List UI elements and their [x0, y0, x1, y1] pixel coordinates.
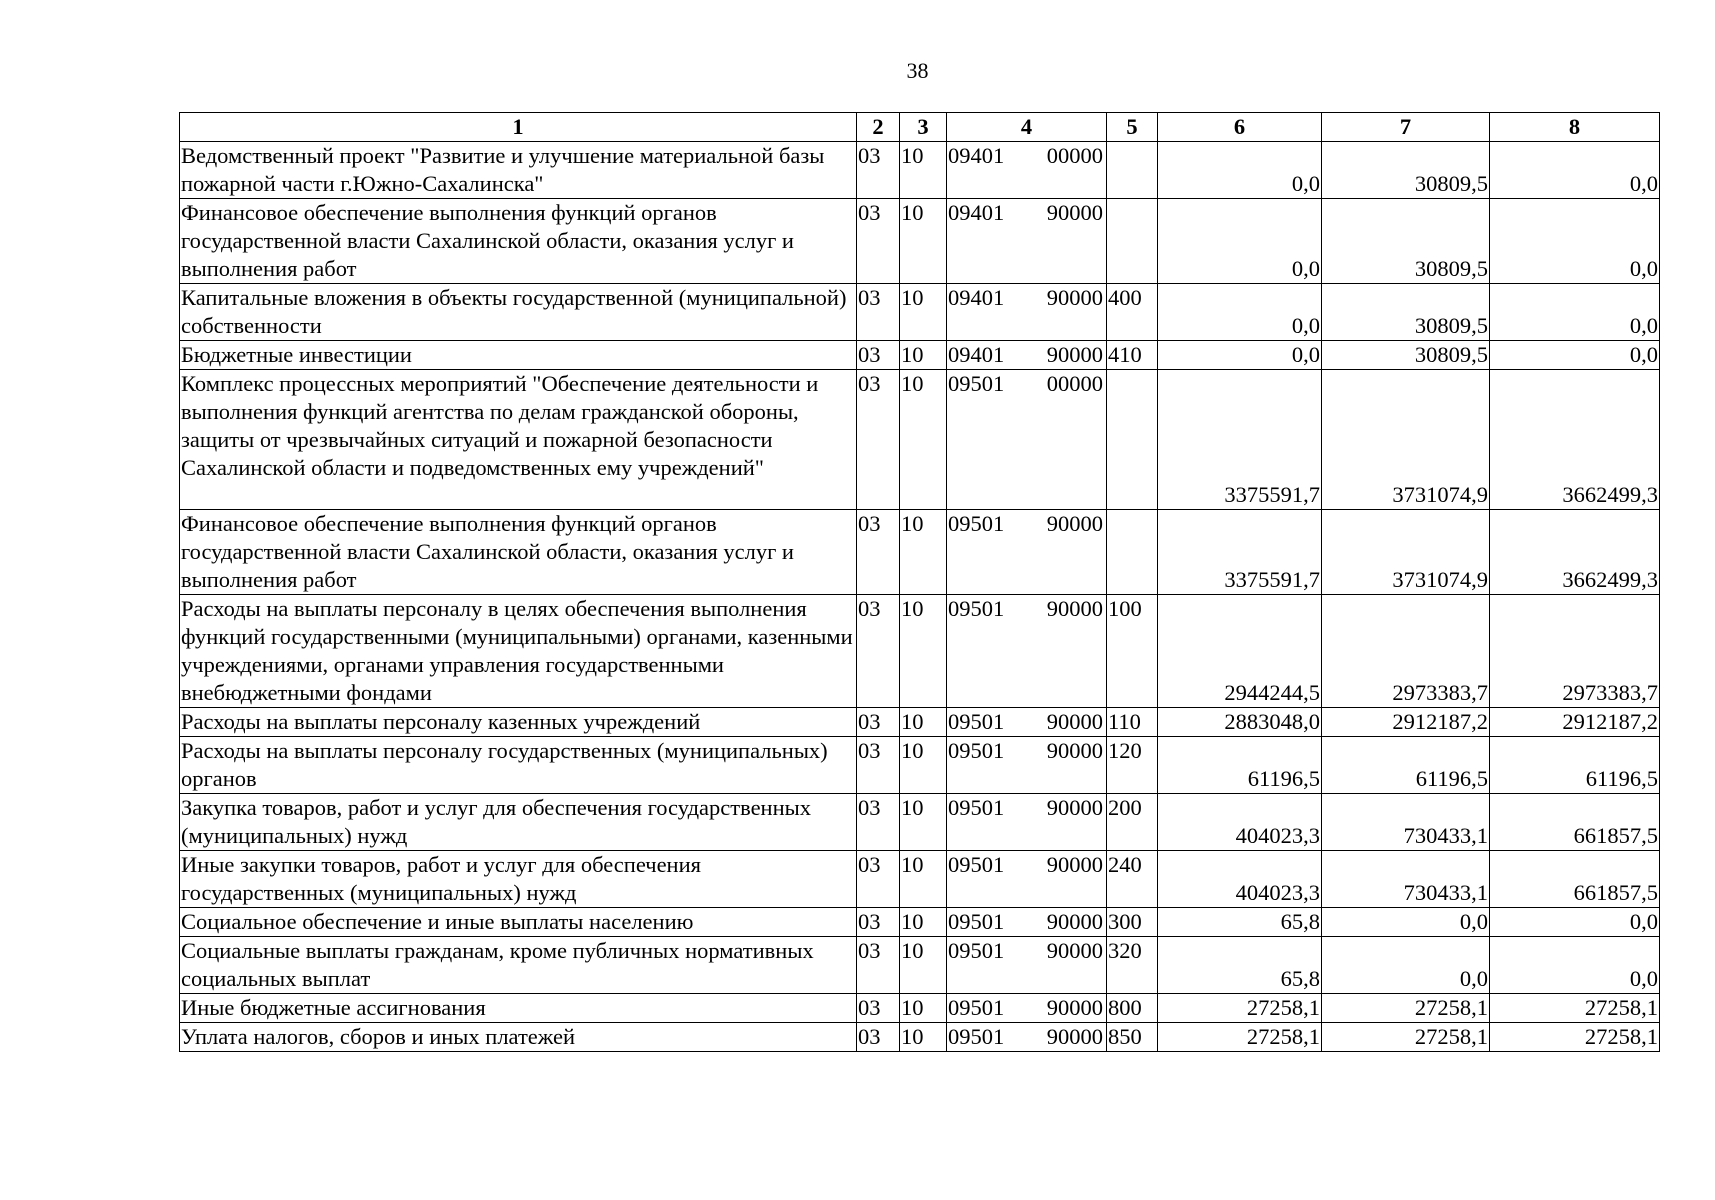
pr-cell: 10: [900, 708, 947, 737]
table-row: [180, 284, 1660, 341]
rz-cell: 03: [857, 851, 900, 908]
table-row: [180, 1023, 1660, 1052]
pr-cell: 10: [900, 142, 947, 199]
amount-col-8: 3662499,3: [1490, 510, 1660, 595]
csr-cell: [947, 341, 1107, 370]
csr-program-code: 09501: [948, 1024, 1005, 1049]
row-name-cell: Капитальные вложения в объекты государственной (муниципальной) собственности: [180, 284, 857, 341]
pr-cell: 10: [900, 595, 947, 708]
csr-cell: [947, 595, 1107, 708]
amount-col-8: 0,0: [1490, 341, 1660, 370]
vr-cell: 120: [1107, 737, 1158, 794]
pr-cell: 10: [900, 937, 947, 994]
amount-col-8: 0,0: [1490, 142, 1660, 199]
amount-col-6: 3375591,7: [1158, 370, 1322, 510]
amount-col-6: 27258,1: [1158, 994, 1322, 1023]
vr-cell: 800: [1107, 994, 1158, 1023]
amount-col-6: 65,8: [1158, 937, 1322, 994]
amount-col-7: 3731074,9: [1322, 510, 1490, 595]
vr-cell: [1107, 370, 1158, 510]
csr-direction-code: 90000: [1046, 795, 1103, 820]
header-col-1: 1: [180, 113, 857, 142]
amount-col-6: 2944244,5: [1158, 595, 1322, 708]
amount-col-8: 661857,5: [1490, 851, 1660, 908]
csr-direction-code: 90000: [1046, 200, 1103, 225]
csr-program-code: 09501: [948, 371, 1005, 396]
rz-cell: 03: [857, 794, 900, 851]
amount-col-7: 27258,1: [1322, 994, 1490, 1023]
csr-cell: [947, 1023, 1107, 1052]
amount-col-8: 0,0: [1490, 908, 1660, 937]
rz-cell: 03: [857, 737, 900, 794]
table-row: [180, 794, 1660, 851]
csr-program-code: 09401: [948, 200, 1005, 225]
rz-cell: 03: [857, 284, 900, 341]
csr-direction-code: 90000: [1046, 709, 1103, 734]
amount-col-7: 0,0: [1322, 937, 1490, 994]
csr-program-code: 09501: [948, 995, 1005, 1020]
row-name-cell: Расходы на выплаты персоналу государственных (муниципальных) органов: [180, 737, 857, 794]
pr-cell: 10: [900, 284, 947, 341]
amount-col-7: 2912187,2: [1322, 708, 1490, 737]
table-row: [180, 341, 1660, 370]
row-name-cell: Расходы на выплаты персоналу в целях обеспечения выполнения функций государственными (муниципальными) органами, казенными учреждениями, органами управления государственными внебюджетными фондами: [180, 595, 857, 708]
row-name-cell: Иные бюджетные ассигнования: [180, 994, 857, 1023]
amount-col-6: 2883048,0: [1158, 708, 1322, 737]
amount-col-7: 30809,5: [1322, 199, 1490, 284]
amount-col-7: 30809,5: [1322, 142, 1490, 199]
header-col-2: 2: [857, 113, 900, 142]
csr-direction-code: 00000: [1046, 143, 1103, 168]
vr-cell: [1107, 142, 1158, 199]
amount-col-6: 0,0: [1158, 199, 1322, 284]
vr-cell: 300: [1107, 908, 1158, 937]
csr-cell: [947, 199, 1107, 284]
row-name-cell: Социальное обеспечение и иные выплаты населению: [180, 908, 857, 937]
amount-col-7: 0,0: [1322, 908, 1490, 937]
row-name-cell: Иные закупки товаров, работ и услуг для обеспечения государственных (муниципальных) нужд: [180, 851, 857, 908]
csr-direction-code: 90000: [1046, 738, 1103, 763]
amount-col-8: 0,0: [1490, 199, 1660, 284]
csr-cell: [947, 994, 1107, 1023]
amount-col-6: 0,0: [1158, 284, 1322, 341]
csr-cell: [947, 937, 1107, 994]
csr-program-code: 09401: [948, 285, 1005, 310]
rz-cell: 03: [857, 708, 900, 737]
header-col-3: 3: [900, 113, 947, 142]
amount-col-7: 27258,1: [1322, 1023, 1490, 1052]
amount-col-7: 30809,5: [1322, 284, 1490, 341]
csr-direction-code: 90000: [1046, 995, 1103, 1020]
csr-cell: [947, 284, 1107, 341]
row-name-cell: Расходы на выплаты персоналу казенных учреждений: [180, 708, 857, 737]
row-name-cell: Закупка товаров, работ и услуг для обеспечения государственных (муниципальных) нужд: [180, 794, 857, 851]
amount-col-6: 61196,5: [1158, 737, 1322, 794]
vr-cell: [1107, 199, 1158, 284]
pr-cell: 10: [900, 794, 947, 851]
row-name-cell: Ведомственный проект "Развитие и улучшение материальной базы пожарной части г.Южно-Сахалинска": [180, 142, 857, 199]
csr-program-code: 09501: [948, 938, 1005, 963]
amount-col-8: 61196,5: [1490, 737, 1660, 794]
table-row: [180, 199, 1660, 284]
csr-program-code: 09401: [948, 342, 1005, 367]
pr-cell: 10: [900, 737, 947, 794]
pr-cell: 10: [900, 341, 947, 370]
vr-cell: 410: [1107, 341, 1158, 370]
amount-col-7: 61196,5: [1322, 737, 1490, 794]
csr-direction-code: 90000: [1046, 342, 1103, 367]
vr-cell: 100: [1107, 595, 1158, 708]
table-row: [180, 370, 1660, 510]
pr-cell: 10: [900, 994, 947, 1023]
csr-cell: [947, 708, 1107, 737]
csr-cell: [947, 908, 1107, 937]
rz-cell: 03: [857, 341, 900, 370]
csr-cell: [947, 510, 1107, 595]
csr-program-code: 09501: [948, 709, 1005, 734]
header-col-5: 5: [1107, 113, 1158, 142]
csr-direction-code: 90000: [1046, 285, 1103, 310]
amount-col-7: 30809,5: [1322, 341, 1490, 370]
csr-program-code: 09501: [948, 596, 1005, 621]
row-name-cell: Финансовое обеспечение выполнения функций органов государственной власти Сахалинской области, оказания услуг и выполнения работ: [180, 510, 857, 595]
amount-col-6: 404023,3: [1158, 794, 1322, 851]
amount-col-8: 3662499,3: [1490, 370, 1660, 510]
csr-program-code: 09501: [948, 795, 1005, 820]
rz-cell: 03: [857, 937, 900, 994]
table-row: [180, 737, 1660, 794]
table-row: [180, 908, 1660, 937]
csr-cell: [947, 142, 1107, 199]
csr-program-code: 09401: [948, 143, 1005, 168]
amount-col-7: 3731074,9: [1322, 370, 1490, 510]
budget-table: [179, 112, 1660, 1052]
row-name-cell: Финансовое обеспечение выполнения функций органов государственной власти Сахалинской области, оказания услуг и выполнения работ: [180, 199, 857, 284]
vr-cell: 200: [1107, 794, 1158, 851]
csr-direction-code: 90000: [1046, 909, 1103, 934]
csr-program-code: 09501: [948, 738, 1005, 763]
amount-col-7: 730433,1: [1322, 851, 1490, 908]
csr-direction-code: 90000: [1046, 1024, 1103, 1049]
pr-cell: 10: [900, 370, 947, 510]
pr-cell: 10: [900, 1023, 947, 1052]
csr-cell: [947, 794, 1107, 851]
csr-cell: [947, 370, 1107, 510]
csr-program-code: 09501: [948, 909, 1005, 934]
amount-col-8: 0,0: [1490, 937, 1660, 994]
amount-col-6: 3375591,7: [1158, 510, 1322, 595]
table-row: [180, 851, 1660, 908]
table-row: [180, 510, 1660, 595]
rz-cell: 03: [857, 510, 900, 595]
csr-program-code: 09501: [948, 511, 1005, 536]
vr-cell: 850: [1107, 1023, 1158, 1052]
amount-col-8: 27258,1: [1490, 994, 1660, 1023]
csr-cell: [947, 737, 1107, 794]
pr-cell: 10: [900, 908, 947, 937]
header-row: [180, 113, 1660, 142]
row-name-cell: Уплата налогов, сборов и иных платежей: [180, 1023, 857, 1052]
vr-cell: [1107, 510, 1158, 595]
amount-col-6: 404023,3: [1158, 851, 1322, 908]
csr-cell: [947, 851, 1107, 908]
vr-cell: 110: [1107, 708, 1158, 737]
csr-direction-code: 90000: [1046, 938, 1103, 963]
amount-col-7: 730433,1: [1322, 794, 1490, 851]
table-row: [180, 595, 1660, 708]
table-row: [180, 708, 1660, 737]
amount-col-6: 0,0: [1158, 341, 1322, 370]
rz-cell: 03: [857, 595, 900, 708]
header-col-7: 7: [1322, 113, 1490, 142]
csr-direction-code: 90000: [1046, 852, 1103, 877]
csr-direction-code: 90000: [1046, 511, 1103, 536]
rz-cell: 03: [857, 370, 900, 510]
table-body: [180, 142, 1660, 1052]
vr-cell: 320: [1107, 937, 1158, 994]
csr-direction-code: 90000: [1046, 596, 1103, 621]
table-row: [180, 994, 1660, 1023]
rz-cell: 03: [857, 1023, 900, 1052]
amount-col-7: 2973383,7: [1322, 595, 1490, 708]
rz-cell: 03: [857, 908, 900, 937]
row-name-cell: Социальные выплаты гражданам, кроме публичных нормативных социальных выплат: [180, 937, 857, 994]
amount-col-6: 0,0: [1158, 142, 1322, 199]
rz-cell: 03: [857, 199, 900, 284]
amount-col-8: 661857,5: [1490, 794, 1660, 851]
vr-cell: 400: [1107, 284, 1158, 341]
header-col-6: 6: [1158, 113, 1322, 142]
amount-col-8: 27258,1: [1490, 1023, 1660, 1052]
amount-col-8: 2912187,2: [1490, 708, 1660, 737]
pr-cell: 10: [900, 199, 947, 284]
rz-cell: 03: [857, 142, 900, 199]
page-number: 38: [906, 58, 929, 83]
csr-program-code: 09501: [948, 852, 1005, 877]
csr-direction-code: 00000: [1046, 371, 1103, 396]
amount-col-8: 0,0: [1490, 284, 1660, 341]
header-col-8: 8: [1490, 113, 1660, 142]
rz-cell: 03: [857, 994, 900, 1023]
amount-col-6: 27258,1: [1158, 1023, 1322, 1052]
pr-cell: 10: [900, 510, 947, 595]
amount-col-6: 65,8: [1158, 908, 1322, 937]
table-row: [180, 937, 1660, 994]
pr-cell: 10: [900, 851, 947, 908]
header-col-4: 4: [947, 113, 1107, 142]
amount-col-8: 2973383,7: [1490, 595, 1660, 708]
row-name-cell: Бюджетные инвестиции: [180, 341, 857, 370]
vr-cell: 240: [1107, 851, 1158, 908]
row-name-cell: Комплекс процессных мероприятий "Обеспечение деятельности и выполнения функций агентства по делам гражданской обороны, защиты от чрезвычайных ситуаций и пожарной безопасности Сахалинской области и подведомственных ему учреждений": [180, 370, 857, 510]
table-row: [180, 142, 1660, 199]
